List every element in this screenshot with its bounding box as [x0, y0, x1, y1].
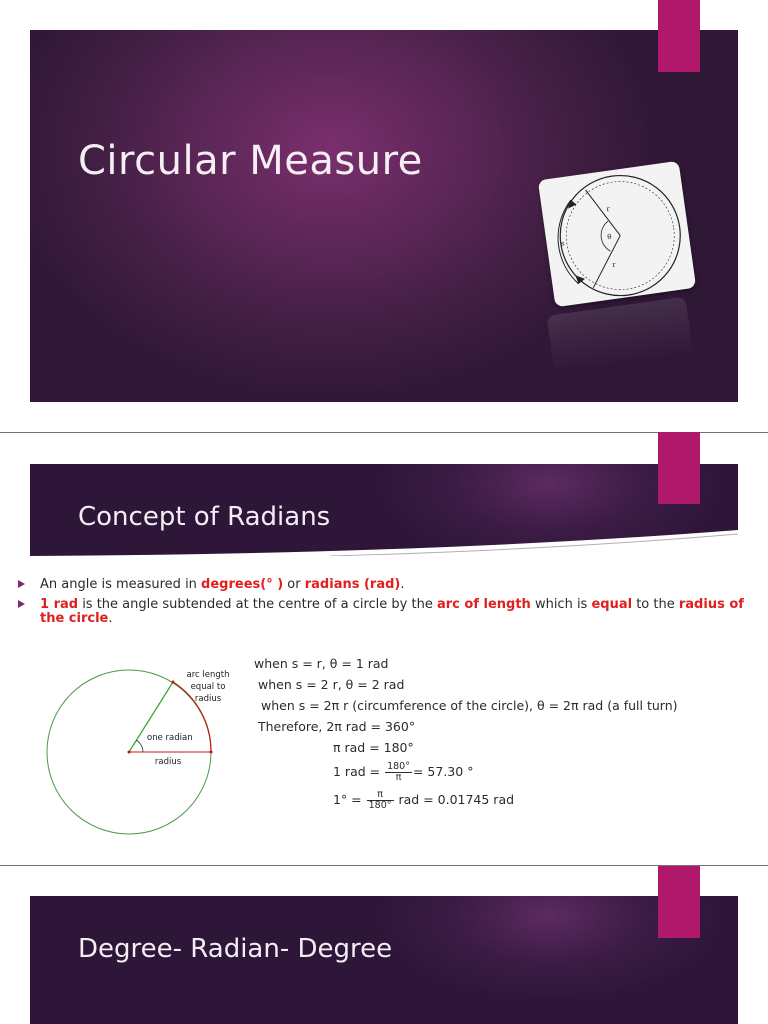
highlight-1rad: 1 rad	[40, 597, 79, 612]
header-band	[30, 464, 738, 556]
highlight-arc: arc of length	[436, 597, 531, 612]
circle-diagram-photo	[538, 161, 696, 308]
equation-5: π rad = 180°	[333, 740, 414, 755]
photo-r-top: r	[605, 204, 611, 214]
bullet-item	[18, 578, 758, 592]
equation-6	[333, 762, 473, 783]
eq6-prefix: 1 rad =	[333, 764, 385, 779]
slide-title: Circular Measure	[78, 138, 423, 184]
fraction-denominator: 180°	[368, 800, 392, 811]
photo-r-bottom: r	[611, 260, 617, 269]
bullet-text: to the	[632, 597, 679, 612]
highlight-radius: radius of the circle	[40, 597, 744, 626]
fraction	[385, 762, 412, 783]
accent-tab	[658, 0, 700, 72]
bullet-text: .	[108, 611, 113, 626]
circle-diagram-image	[538, 161, 696, 308]
fraction	[367, 790, 394, 811]
arc-label-line2: equal to	[190, 682, 226, 692]
bullet-item	[18, 598, 758, 626]
equation-2: when s = 2 r, θ = 2 rad	[258, 677, 405, 692]
equation-4: Therefore, 2π rad = 360°	[258, 719, 416, 734]
angle-label: one radian	[147, 733, 193, 743]
radian-diagram	[40, 660, 240, 840]
accent-tab	[658, 432, 700, 504]
bullet-arrow-icon	[18, 580, 25, 588]
highlight-equal: equal	[591, 597, 633, 612]
bullet-text: is the angle subtended at the centre of a circle by the	[78, 597, 437, 612]
photo-s: s	[560, 239, 565, 248]
bullet-text: .	[400, 577, 405, 592]
photo-theta: θ	[606, 232, 613, 242]
eq7-result: rad = 0.01745 rad	[394, 792, 515, 807]
bullet-text: which is	[530, 597, 592, 612]
slide-divider	[0, 865, 768, 866]
equation-7	[333, 790, 514, 811]
bullet-arrow-icon	[18, 600, 25, 608]
eq6-result: = 57.30 °	[412, 764, 474, 779]
slide-divider	[0, 432, 768, 433]
bullet-text: An angle is measured in	[40, 577, 202, 592]
arc-label-line3: radius	[194, 694, 222, 704]
accent-tab	[658, 866, 700, 938]
highlight-degrees: degrees(° )	[201, 577, 284, 592]
fraction-numerator: π	[367, 790, 394, 801]
bullet-text: or	[283, 577, 305, 592]
highlight-radians: radians (rad)	[304, 577, 401, 592]
slide-title: Degree- Radian- Degree	[78, 934, 393, 964]
eq7-prefix: 1° =	[333, 792, 366, 807]
fraction-numerator: 180°	[387, 761, 410, 772]
equation-1: when s = r, θ = 1 rad	[254, 656, 389, 671]
radius-label: radius	[154, 757, 182, 767]
header-band	[30, 896, 738, 1024]
arc-label-line1: arc length	[186, 670, 230, 680]
slide-title: Concept of Radians	[78, 502, 331, 532]
fraction-denominator: π	[395, 772, 402, 783]
bullet-list	[18, 578, 758, 632]
equation-3: when s = 2π r (circumference of the circle), θ = 2π rad (a full turn)	[261, 698, 678, 713]
